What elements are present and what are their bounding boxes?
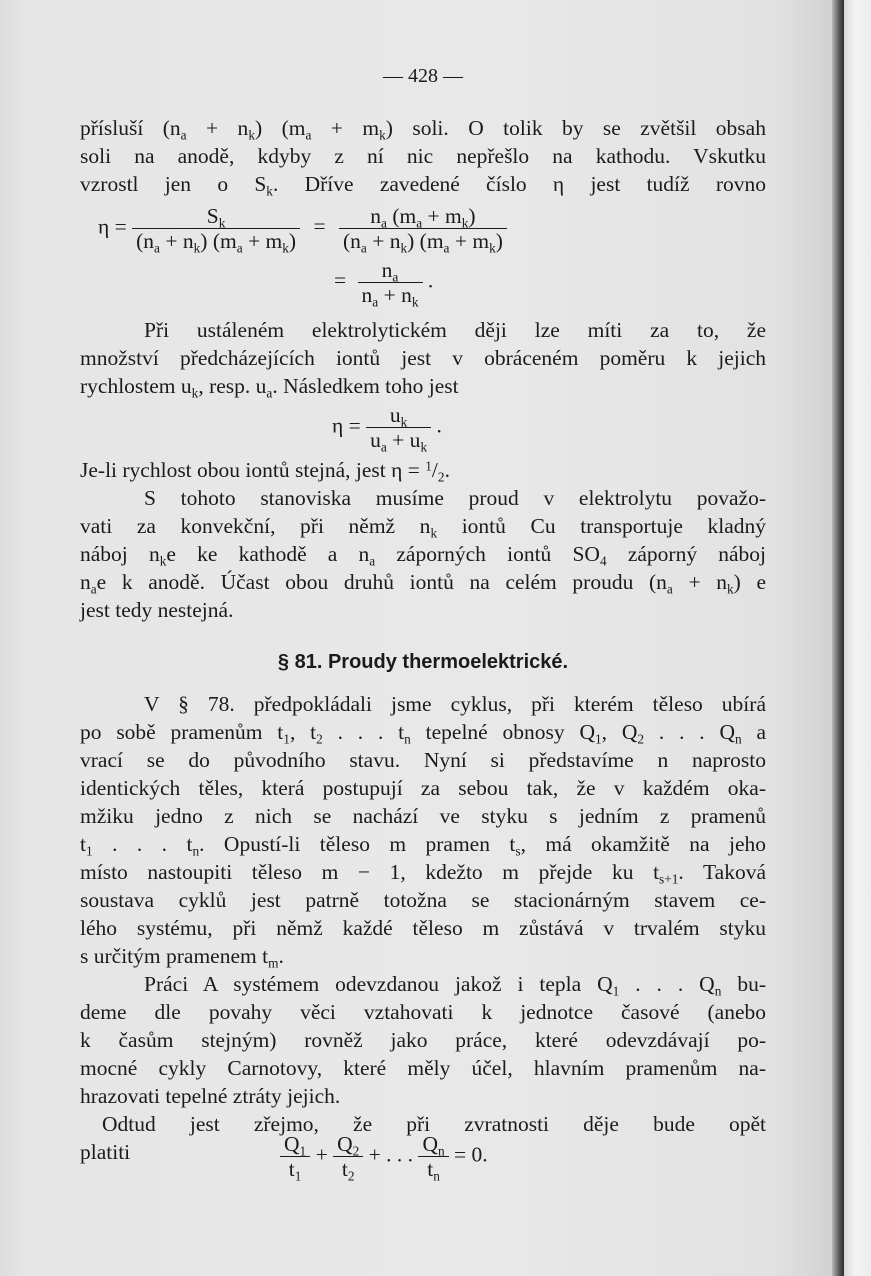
text-line: vrací se do původního stavu. Nyní si představíme n naprosto bbox=[80, 748, 766, 772]
text-line: Práci A systémem odevzdanou jakož i tepla $Q_1$ . . . $Q_n$ bu- bbox=[144, 972, 766, 999]
fraction-numerator: $n_a$ bbox=[381, 258, 399, 285]
eq-equals-zero: = 0. bbox=[454, 1142, 488, 1167]
text-line: vzrostl jen o $S_k$. Dříve zavedené číslo η jest tudíž rovno bbox=[80, 172, 766, 199]
text-line: po sobě pramenům $t_1$, $t_2$ . . . $t_n$ tepelné obnosy $Q_1$, $Q_2$ . . . $Q_n$ a bbox=[80, 720, 767, 747]
text-line: Je-li rychlost obou iontů stejná, jest $\eta = ^1/_2$. bbox=[80, 458, 450, 485]
fraction-numerator: $S_k$ bbox=[206, 204, 226, 231]
text-line: platiti bbox=[80, 1140, 131, 1164]
eq-eta: η = bbox=[332, 413, 361, 438]
text-line: mocné cykly Carnotovy, které měly účel, hlavním pramenům na- bbox=[80, 1056, 766, 1080]
fraction bbox=[280, 1132, 310, 1184]
text-line: mžiku jedno z nich se nachází ve styku s jedním z pramenů bbox=[80, 804, 766, 828]
fraction-denominator: $t_2$ bbox=[333, 1156, 363, 1181]
text-line: hrazovati tepelné ztráty jejich. bbox=[80, 1084, 341, 1108]
fraction-denominator: $(n_a + n_k) (m_a + m_k)$ bbox=[132, 228, 300, 253]
fraction-numerator: $n_a$ $(m_a + m_k)$ bbox=[370, 204, 476, 231]
text-line: náboj $n_ke$ ke kathodě a $n_a$ záporných iontů $SO_4$ záporný náboj bbox=[80, 542, 767, 569]
fraction-numerator: $Q_n$ bbox=[422, 1132, 445, 1159]
page-edge-shadow bbox=[832, 0, 844, 1276]
section-heading: § 81. Proudy thermoelektrické. bbox=[277, 651, 569, 673]
text-line: s určitým pramenem $t_m$. bbox=[80, 944, 284, 971]
text-line: $t_1$ . . . $t_n$. Opustí-li těleso m pramen $t_s$, má okamžitě na jeho bbox=[80, 832, 766, 859]
eq-equals: = bbox=[313, 214, 326, 239]
fraction bbox=[418, 1132, 448, 1184]
text-line: S tohoto stanoviska musíme proud v elektrolytu považo- bbox=[144, 486, 766, 510]
eq-period: . bbox=[427, 268, 434, 293]
page-number: — 428 — bbox=[383, 65, 463, 87]
fraction-denominator: $u_a + u_k$ bbox=[366, 427, 431, 452]
eq-equals: = bbox=[334, 268, 347, 293]
fraction-numerator: $Q_1$ bbox=[284, 1132, 307, 1159]
fraction-denominator: $n_a + n_k$ bbox=[358, 282, 423, 307]
text-line: Při ustáleném elektrolytickém ději lze míti za to, že bbox=[144, 318, 766, 342]
text-line: přísluší $(n_a + n_k) (m_a + m_k)$ soli. O tolik by se zvětšil obsah bbox=[80, 116, 766, 143]
eq-plus-ellipsis: + . . . bbox=[368, 1142, 414, 1167]
equation-eta-velocities bbox=[332, 403, 442, 455]
text-line: Odtud jest zřejmo, že při zvratnosti děje bude opět bbox=[102, 1112, 766, 1136]
fraction-denominator: $t_1$ bbox=[280, 1156, 310, 1181]
fraction bbox=[366, 403, 431, 455]
text-line: množství předcházejících iontů jest v obráceném poměru k jejich bbox=[80, 346, 766, 370]
text-line: V § 78. předpokládali jsme cyklus, při kterém těleso ubírá bbox=[144, 692, 766, 716]
text-line: $n_ae$ k anodě. Účast obou druhů iontů na celém proudu $(n_a + n_k)$ e bbox=[80, 570, 767, 597]
equation-eta-ratio bbox=[98, 204, 507, 256]
fraction bbox=[339, 204, 507, 256]
page-edge bbox=[844, 0, 871, 1276]
fraction-numerator: $Q_2$ bbox=[337, 1132, 360, 1159]
fraction bbox=[358, 258, 423, 310]
fraction-denominator: $t_n$ bbox=[418, 1156, 448, 1181]
fraction-numerator: $u_k$ bbox=[389, 403, 408, 430]
eq-plus: + bbox=[315, 1142, 328, 1167]
fraction-denominator: $(n_a + n_k) (m_a + m_k)$ bbox=[339, 228, 507, 253]
text-line: soustava cyklů jest patrně totožna se stacionárným stavem ce- bbox=[80, 888, 766, 912]
fraction bbox=[333, 1132, 363, 1184]
text-line: vati za konvekční, při němž $n_k$ iontů Cu transportuje kladný bbox=[80, 514, 766, 541]
text-line: jest tedy nestejná. bbox=[80, 598, 234, 622]
text-line: k časům stejným) rovněž jako práce, které odevzdávají po- bbox=[80, 1028, 766, 1052]
text-line: místo nastoupiti těleso m − 1, kdežto m přejde ku $t_{s+1}$. Taková bbox=[80, 860, 766, 887]
eq-period: . bbox=[436, 413, 442, 438]
text-line: identických těles, která postupují za sebou tak, že v každém oka- bbox=[80, 776, 766, 800]
text-line: soli na anodě, kdyby z ní nic nepřešlo na kathodu. Vskutku bbox=[80, 144, 766, 168]
equation-clausius-sum bbox=[280, 1132, 488, 1184]
text-line: lého systému, při němž každé těleso m zůstává v trvalém styku bbox=[80, 916, 766, 940]
fraction bbox=[132, 204, 300, 256]
eq-eta: η = bbox=[98, 214, 127, 239]
text-line: rychlostem $u_k$, resp. $u_a$. Následkem toho jest bbox=[80, 374, 459, 401]
text-line: deme dle povahy věci vztahovati k jednotce časové (anebo bbox=[80, 1000, 766, 1024]
equation-eta-simplified bbox=[334, 258, 434, 310]
